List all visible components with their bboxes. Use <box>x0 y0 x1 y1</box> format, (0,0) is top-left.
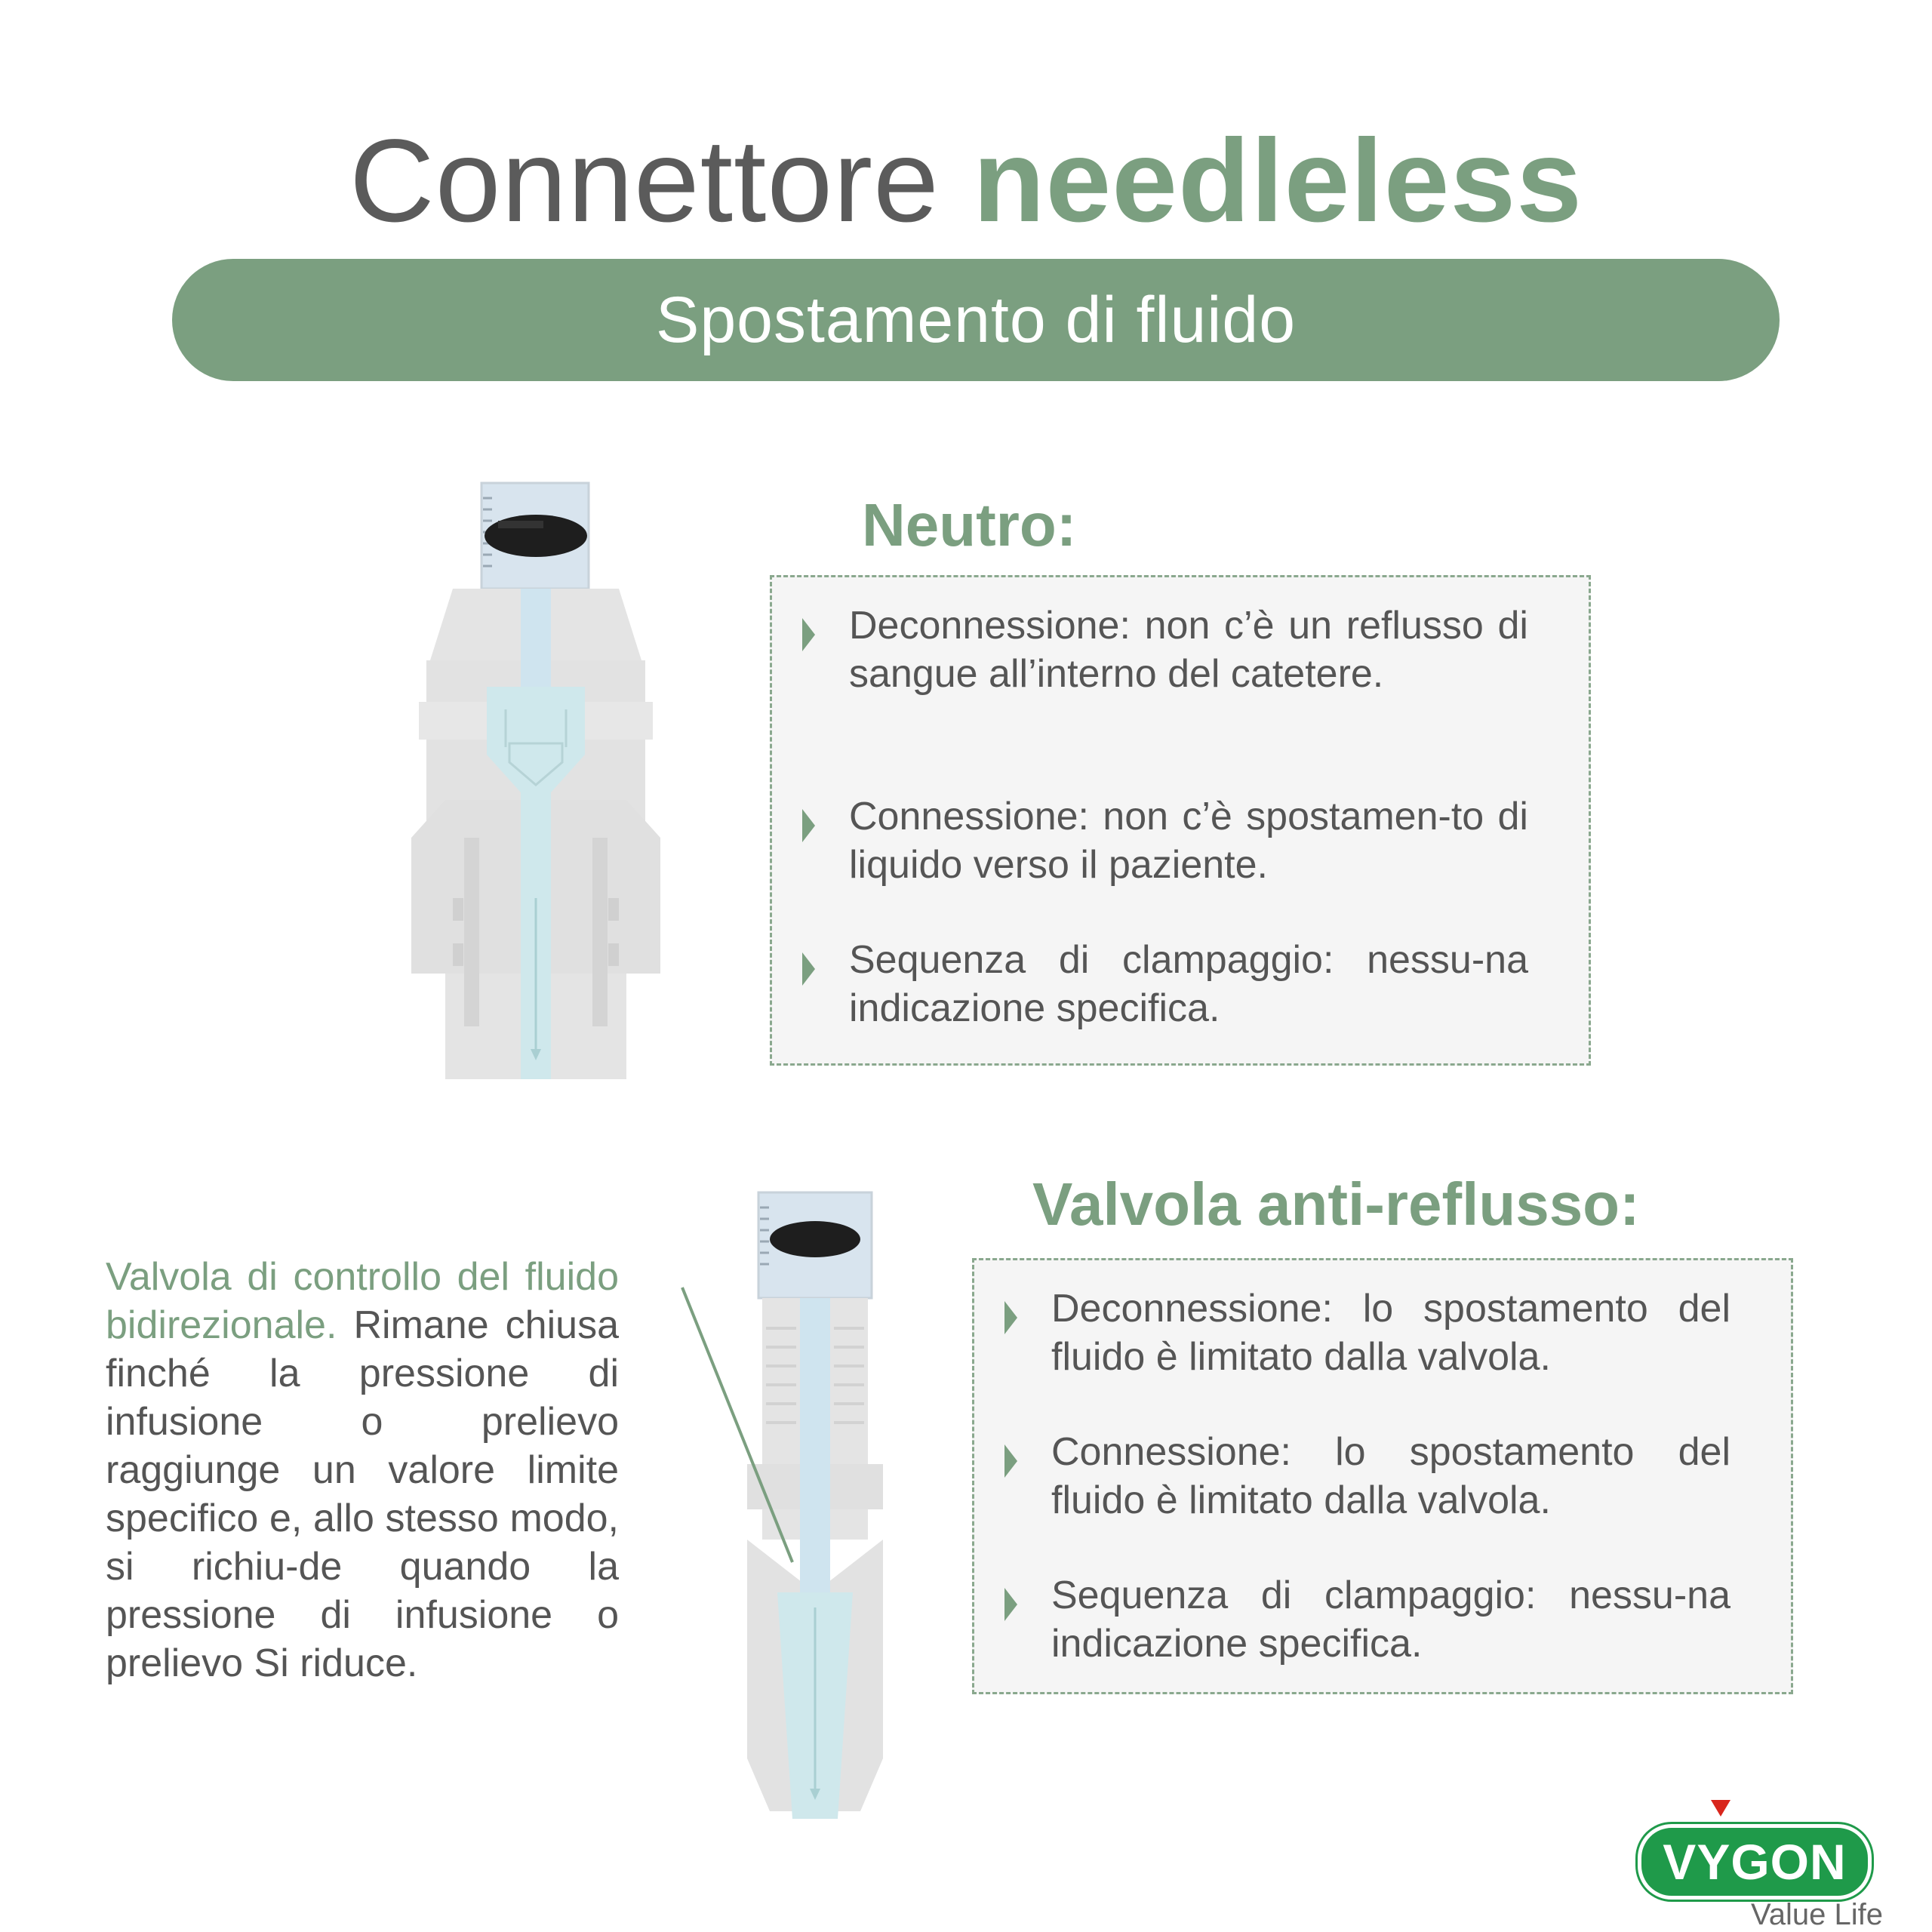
valvola-bullet-3 <box>1004 1571 1759 1668</box>
neutro-bullet-1 <box>802 601 1557 698</box>
valvola-heading: Valvola anti-reflusso: <box>1032 1171 1640 1238</box>
neutro-bullet-text: Deconnessione: non c’è un reflusso di sangue all’interno del catetere. <box>849 604 1528 696</box>
neutro-info-box <box>770 575 1591 1066</box>
bullet-triangle-icon <box>1004 1301 1017 1334</box>
valvola-bullet-text: Deconnessione: lo spostamento del fluido è limitato dalla valvola. <box>1051 1287 1730 1379</box>
valvola-bullet-text: Connessione: lo spostamento del fluido è limitato dalla valvola. <box>1051 1430 1730 1522</box>
valve-description-highlight: Valvola di controllo del fluido bidirezionale. <box>106 1255 619 1347</box>
title-light: Connettore <box>349 115 940 247</box>
valve-pointer-line <box>672 1275 808 1577</box>
valve-description-body: Rimane chiusa finché la pressione di infusione o prelievo raggiunge un valore limite specifico e, allo stesso modo, si richiu-de quando la pressione di infusione o prelievo Si riduce. <box>106 1303 619 1685</box>
logo-red-mark-icon <box>1711 1800 1730 1817</box>
neutro-heading: Neutro: <box>862 491 1077 558</box>
needleless-connector-neutral-illustration <box>392 475 724 1094</box>
valvola-bullet-2 <box>1004 1428 1759 1524</box>
bullet-triangle-icon <box>1004 1588 1017 1621</box>
bullet-triangle-icon <box>802 618 815 651</box>
logo-badge <box>1638 1824 1872 1900</box>
valvola-info-box <box>972 1258 1793 1694</box>
neutro-bullet-text: Sequenza di clampaggio: nessu-na indicazione specifica. <box>849 938 1528 1030</box>
page-title <box>0 113 1932 249</box>
title-bold: needleless <box>973 115 1583 247</box>
valvola-bullet-text: Sequenza di clampaggio: nessu-na indicazione specifica. <box>1051 1574 1730 1666</box>
logo-tagline: Value Life <box>1751 1898 1883 1931</box>
subtitle-text: Spostamento di fluido <box>655 283 1297 356</box>
neutro-bullet-text: Connessione: non c’è spostamen-to di liquido verso il paziente. <box>849 795 1528 887</box>
subtitle-banner <box>172 259 1780 381</box>
neutro-bullet-3 <box>802 936 1557 1032</box>
vygon-logo <box>1630 1800 1883 1931</box>
neutro-bullet-2 <box>802 792 1557 889</box>
bullet-triangle-icon <box>1004 1444 1017 1478</box>
valvola-bullet-1 <box>1004 1284 1759 1381</box>
bullet-triangle-icon <box>802 809 815 842</box>
bullet-triangle-icon <box>802 952 815 986</box>
logo-wordmark: VYGON <box>1663 1834 1847 1890</box>
valve-description <box>106 1253 619 1687</box>
